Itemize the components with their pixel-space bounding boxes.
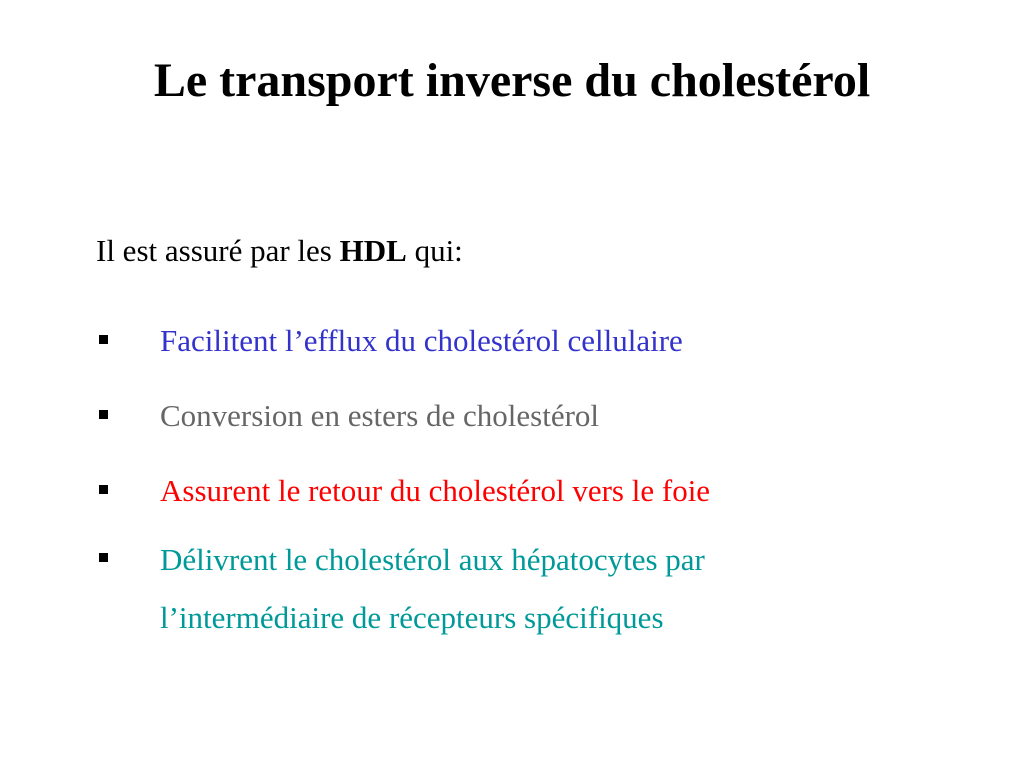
square-bullet-icon <box>99 485 108 494</box>
bullet-text: Facilitent l’efflux du cholestérol cellulaire <box>160 323 683 358</box>
bullet-text-line2: l’intermédiaire de récepteurs spécifiques <box>160 600 664 635</box>
square-bullet-icon <box>99 335 108 344</box>
bullet-item-conversion <box>96 393 976 438</box>
intro-hdl: HDL <box>339 233 407 268</box>
bullet-item-efflux <box>96 318 976 363</box>
square-bullet-icon <box>99 410 108 419</box>
intro-before: Il est assuré par les <box>96 233 340 268</box>
intro-after: qui: <box>406 233 463 268</box>
bullet-text-line1: Délivrent le cholestérol aux hépatocytes par <box>160 542 705 577</box>
square-bullet-icon <box>99 553 108 562</box>
bullet-item-retour <box>96 468 976 513</box>
bullet-item-delivrent <box>96 531 976 647</box>
bullet-text: Assurent le retour du cholestérol vers le foie <box>160 473 711 508</box>
intro-text <box>96 232 463 269</box>
bullet-text: Conversion en esters de cholestérol <box>160 398 600 433</box>
slide-title: Le transport inverse du cholestérol <box>153 54 871 107</box>
bullet-list <box>96 318 976 677</box>
